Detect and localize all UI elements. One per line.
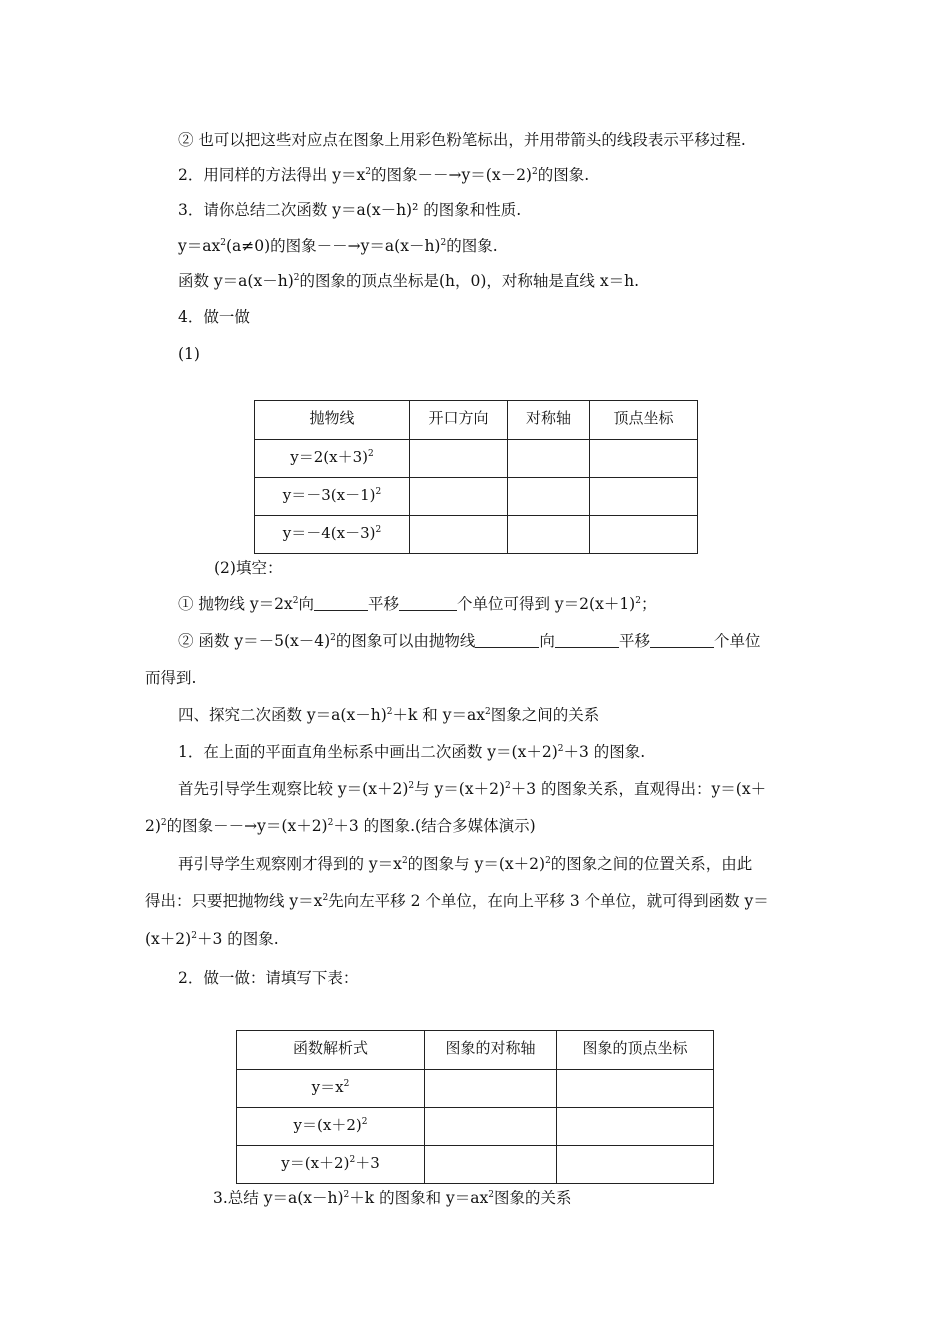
text-line: ① 抛物线 $y=2x^2$向 平移 个单位可得到 $y=2(x+1)^2$； xyxy=(178,595,657,613)
text-line: 得出：只要把抛物线 $y=x^2$先向左平移 2 个单位，在向上平移 3 个单位，就可得到函数 y＝ xyxy=(145,892,769,910)
table-header-cell: 函数解析式 xyxy=(237,1031,425,1070)
parabola-table xyxy=(254,400,698,554)
text-line: 3．请你总结二次函数 y＝a(x－h)² 的图象和性质. xyxy=(178,201,522,219)
text-line: $(x+2)^2+3$ 的图象. xyxy=(145,930,279,948)
table-cell: $y=2(x+3)^2$ xyxy=(255,440,410,478)
table-cell xyxy=(590,478,698,516)
table-row xyxy=(237,1070,714,1108)
text-line: 1．在上面的平面直角坐标系中画出二次函数 $y=(x+2)^2+3$ 的图象. xyxy=(178,743,646,761)
table-cell xyxy=(557,1070,714,1108)
fill-blank[interactable] xyxy=(650,632,714,648)
table-cell xyxy=(590,516,698,554)
text-line: 2．用同样的方法得出 $y=x^2$的图象$--\to y=(x-2)^2$的图象. xyxy=(178,166,590,184)
text-line: 3.总结 $y=a(x-h)^2+k$ 的图象和 $y=ax^2$图象的关系 xyxy=(213,1189,572,1207)
table-header-cell: 顶点坐标 xyxy=(590,401,698,440)
table-cell xyxy=(410,478,508,516)
table-cell xyxy=(508,516,590,554)
text-line: 首先引导学生观察比较 $y=(x+2)^2$与 $y=(x+2)^2+3$ 的图象关系，直观得出：y＝(x＋ xyxy=(178,780,767,798)
table-row xyxy=(255,440,698,478)
text-line: ② 也可以把这些对应点在图象上用彩色粉笔标出，并用带箭头的线段表示平移过程. xyxy=(178,131,746,149)
table-cell: $y=(x+2)^2+3$ xyxy=(237,1146,425,1184)
text-line: 2)$^2$的图象$--\to y=(x+2)^2+3$ 的图象.(结合多媒体演示) xyxy=(145,817,536,835)
table-header-row xyxy=(255,401,698,440)
section-heading: 四、探究二次函数 $y=a(x-h)^2+k$ 和 $y=ax^2$图象之间的关系 xyxy=(178,706,600,724)
text-line: $y=ax^2(a\ne 0)$的图象$--\to y=a(x-h)^2$的图象. xyxy=(178,237,498,255)
table-cell xyxy=(425,1146,557,1184)
table-cell xyxy=(557,1108,714,1146)
table-row xyxy=(237,1108,714,1146)
table-header-cell: 抛物线 xyxy=(255,401,410,440)
fill-blank[interactable] xyxy=(314,595,368,611)
text-line: 函数 $y=a(x-h)^2$的图象的顶点坐标是(h，0)，对称轴是直线 x＝h. xyxy=(178,272,640,290)
table-cell xyxy=(410,440,508,478)
table-header-cell: 对称轴 xyxy=(508,401,590,440)
table-cell xyxy=(410,516,508,554)
table-row xyxy=(237,1146,714,1184)
table-cell xyxy=(508,478,590,516)
table-header-cell: 开口方向 xyxy=(410,401,508,440)
table-cell xyxy=(425,1070,557,1108)
table-cell xyxy=(508,440,590,478)
table-cell xyxy=(557,1146,714,1184)
table-header-cell: 图象的对称轴 xyxy=(425,1031,557,1070)
fill-blank[interactable] xyxy=(475,632,539,648)
table-header-row xyxy=(237,1031,714,1070)
text-line: 再引导学生观察刚才得到的 $y=x^2$的图象与 $y=(x+2)^2$的图象之间的位置关系，由此 xyxy=(178,855,753,873)
text-line: (2)填空： xyxy=(214,559,283,577)
text-line: (1) xyxy=(178,345,200,363)
table-cell xyxy=(425,1108,557,1146)
text-line: 2．做一做：请填写下表： xyxy=(178,969,359,987)
fill-blank[interactable] xyxy=(399,595,457,611)
table-cell: $y=-3(x-1)^2$ xyxy=(255,478,410,516)
fill-blank[interactable] xyxy=(555,632,619,648)
text-line: ② 函数 $y=-5(x-4)^2$的图象可以由抛物线 向 平移 个单位 xyxy=(178,632,761,650)
table-cell: $y=(x+2)^2$ xyxy=(237,1108,425,1146)
table-cell xyxy=(590,440,698,478)
table-cell: $y=x^2$ xyxy=(237,1070,425,1108)
function-table xyxy=(236,1030,714,1184)
table-row xyxy=(255,516,698,554)
table-row xyxy=(255,478,698,516)
table-cell: $y=-4(x-3)^2$ xyxy=(255,516,410,554)
table-header-cell: 图象的顶点坐标 xyxy=(557,1031,714,1070)
text-line: 4．做一做 xyxy=(178,308,250,326)
text-line: 而得到. xyxy=(145,669,197,687)
